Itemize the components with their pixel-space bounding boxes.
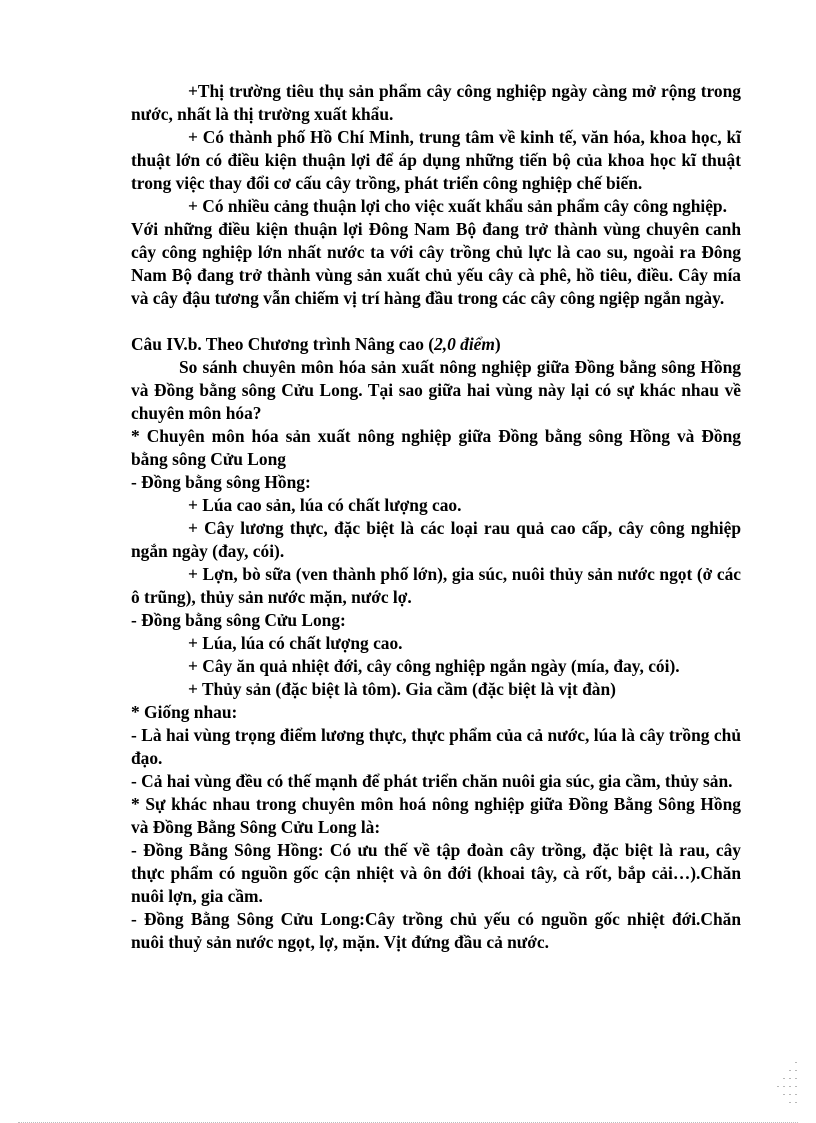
question-heading	[131, 333, 741, 356]
question-suffix: )	[494, 334, 501, 354]
dbsh-item-rice: + Lúa cao sản, lúa có chất lượng cao.	[188, 495, 462, 515]
difference-item: - Đồng Bằng Sông Cửu Long:Cây trồng chủ yếu có nguồn gốc nhiệt đới.Chăn nuôi thuỷ sản nước ngọt, lợ, mặn. Vịt đứng đầu cả nước.	[131, 909, 741, 952]
similarity-item: - Là hai vùng trọng điểm lương thực, thực phẩm của cả nước, lúa là cây trồng chủ đạo.	[131, 725, 741, 768]
similarities-heading: * Giống nhau:	[131, 702, 238, 722]
paragraph-hcm-city: + Có thành phố Hồ Chí Minh, trung tâm về kinh tế, văn hóa, khoa học, kĩ thuật lớn có điều kiện thuận lợi để áp dụng những tiến bộ của khoa học kĩ thuật trong việc thay đổi cơ cấu cây trồng, phát triển công nghiệp chế biến.	[131, 127, 741, 193]
dbsh-item-crops: + Cây lương thực, đặc biệt là các loại rau quả cao cấp, cây công nghiệp ngắn ngày (đay, cói).	[131, 518, 741, 561]
question-body: So sánh chuyên môn hóa sản xuất nông nghiệp giữa Đồng bằng sông Hồng và Đồng bằng sông Cửu Long. Tại sao giữa hai vùng này lại có sự khác nhau về chuyên môn hóa?	[131, 357, 741, 423]
paragraph-market: +Thị trường tiêu thụ sản phẩm cây công nghiệp ngày càng mở rộng trong nước, nhất là thị trường xuất khẩu.	[131, 81, 741, 124]
dbscl-item-rice: + Lúa, lúa có chất lượng cao.	[188, 633, 403, 653]
paragraph-conclusion: Với những điều kiện thuận lợi Đông Nam Bộ đang trở thành vùng chuyên canh cây công nghiệp lớn nhất nước ta với cây trồng chủ lực là cao su, ngoài ra Đông Nam Bộ đang trở thành vùng sản xuất chủ yếu cây cà phê, hồ tiêu, điều. Cây mía và cây đậu tương vẫn chiếm vị trí hàng đầu trong các cây công ngiệp ngắn ngày.	[131, 219, 741, 308]
difference-item: - Đồng Bằng Sông Hồng: Có ưu thế về tập đoàn cây trồng, đặc biệt là rau, cây thực phẩm có nguồn gốc cận nhiệt và ôn đới (khoai tây, cà rốt, bắp cải…).Chăn nuôi lợn, gia cầm.	[131, 840, 741, 906]
dbscl-item-fruit: + Cây ăn quả nhiệt đới, cây công nghiệp ngắn ngày (mía, đay, cói).	[188, 656, 680, 676]
answer-intro: * Chuyên môn hóa sản xuất nông nghiệp giữa Đồng bằng sông Hồng và Đồng bằng sông Cửu Long	[131, 426, 741, 469]
spacer	[131, 310, 741, 333]
dbscl-item-aquatic: + Thủy sản (đặc biệt là tôm). Gia cầm (đặc biệt là vịt đàn)	[188, 679, 616, 699]
dbsh-heading: - Đồng bằng sông Hồng:	[131, 472, 311, 492]
question-prefix: Câu IV.b. Theo Chương trình Nâng cao (	[131, 334, 435, 354]
document-page	[131, 80, 741, 954]
question-points: 2,0 điểm	[434, 334, 495, 354]
paragraph-ports: + Có nhiều cảng thuận lợi cho việc xuất khẩu sản phẩm cây công nghiệp.	[188, 196, 727, 216]
similarity-item: - Cả hai vùng đều có thế mạnh để phát triển chăn nuôi gia súc, gia cầm, thủy sản.	[131, 771, 733, 791]
dbsh-item-livestock: + Lợn, bò sữa (ven thành phố lớn), gia súc, nuôi thủy sản nước ngọt (ở các ô trũng), thủy sản nước mặn, nước lợ.	[131, 564, 741, 607]
dbscl-heading: - Đồng bằng sông Cửu Long:	[131, 610, 346, 630]
differences-heading: * Sự khác nhau trong chuyên môn hoá nông nghiệp giữa Đồng Bằng Sông Hồng và Đồng Bằng Sông Cửu Long là:	[131, 794, 741, 837]
corner-dot-pattern	[775, 1060, 799, 1110]
